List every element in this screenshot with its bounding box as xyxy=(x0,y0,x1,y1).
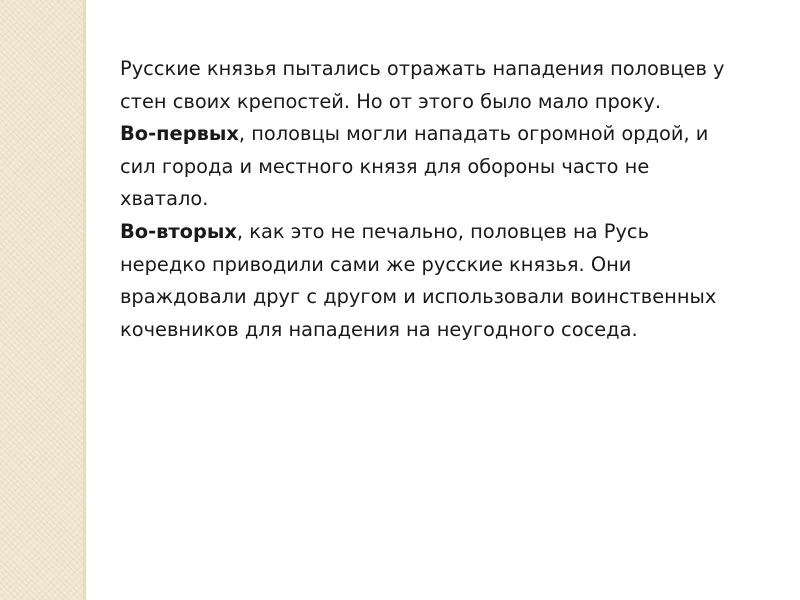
second-reason-text: , как это не печально, половцев на Русь нередко приводили сами же русские князья. Они враждовали друг с другом и использовали воинственных кочевников для нападения на неугодного соседа. xyxy=(120,219,717,341)
second-reason-lead: Во-вторых xyxy=(120,219,237,243)
first-reason-text: , половцы могли нападать огромной ордой, и сил города и местного князя для обороны часто не хватало. xyxy=(120,122,709,211)
first-reason-lead: Во-первых xyxy=(120,122,239,146)
paragraph-first-reason xyxy=(120,118,732,216)
side-band-divider xyxy=(83,0,86,600)
paragraph-intro: Русские князья пытались отражать нападения половцев у стен своих крепостей. Но от этого было мало проку. xyxy=(120,57,725,113)
paragraph-second-reason xyxy=(120,216,732,346)
decorative-side-band xyxy=(0,0,83,600)
slide-text-body xyxy=(120,53,732,346)
